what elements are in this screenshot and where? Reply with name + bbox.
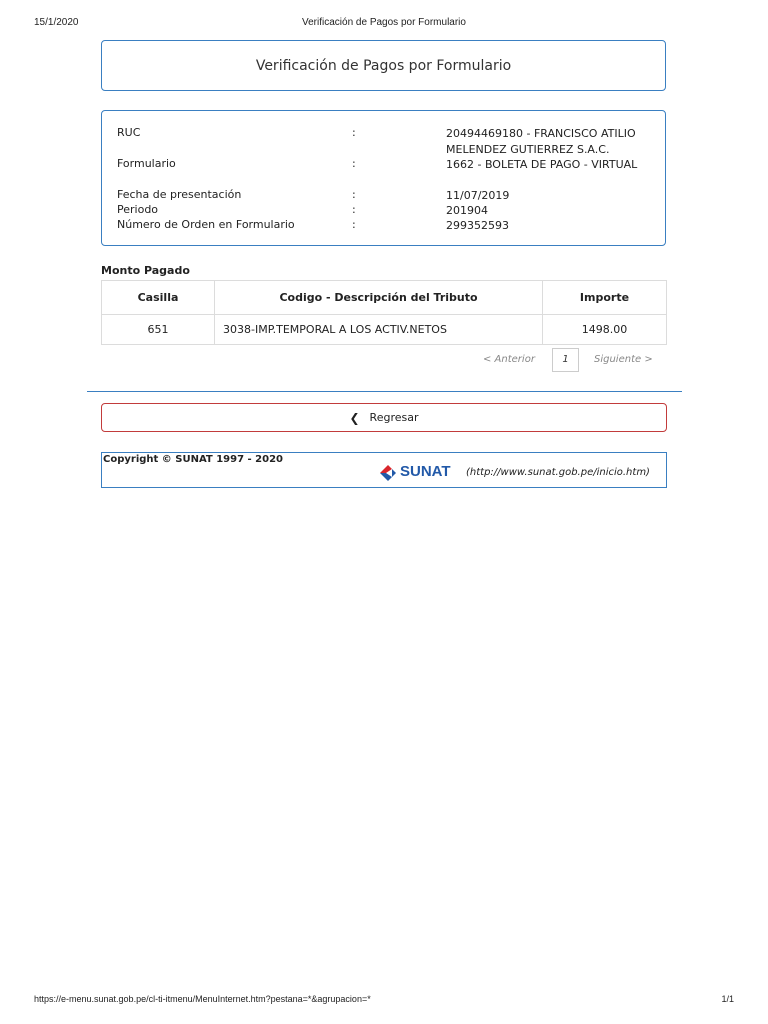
pager-next-link[interactable]: Siguiente > [594, 354, 653, 365]
sunat-url-link[interactable]: (http://www.sunat.gob.pe/inicio.htm) [466, 467, 650, 478]
back-button-label: Regresar [369, 411, 419, 424]
copyright-text: Copyright © SUNAT 1997 - 2020 [103, 454, 283, 465]
info-label: RUC [117, 126, 141, 139]
chevron-left-icon: ❮ [349, 410, 360, 425]
monto-pagado-table [101, 280, 667, 345]
monto-pagado-title: Monto Pagado [101, 264, 190, 277]
info-value: 201904 [446, 204, 488, 217]
info-separator: : [352, 203, 356, 216]
print-doc-title: Verificación de Pagos por Formulario [302, 17, 466, 28]
info-label: Fecha de presentación [117, 188, 242, 201]
print-url: https://e-menu.sunat.gob.pe/cl-ti-itmenu/MenuInternet.htm?pestana=*&agrupacion=* [34, 994, 371, 1004]
cell-descripcion: 3038-IMP.TEMPORAL A LOS ACTIV.NETOS [215, 315, 543, 345]
cell-casilla: 651 [102, 315, 215, 345]
info-separator: : [352, 218, 356, 231]
column-header-descripcion: Codigo - Descripción del Tributo [215, 281, 543, 315]
info-label: Formulario [117, 157, 176, 170]
table-row [102, 315, 667, 345]
sunat-brand: SUNAT [400, 463, 451, 480]
print-page-number: 1/1 [721, 994, 734, 1004]
print-footer [0, 994, 768, 1008]
column-header-importe: Importe [543, 281, 667, 315]
print-date: 15/1/2020 [34, 17, 79, 28]
pager-current-page[interactable]: 1 [552, 348, 579, 372]
print-header [0, 17, 768, 31]
footer [101, 452, 667, 488]
info-value: 20494469180 - FRANCISCO ATILIO MELENDEZ GUTIERREZ S.A.C. [446, 127, 636, 156]
pagination [101, 348, 667, 374]
table-header-row [102, 281, 667, 315]
info-value: 299352593 [446, 219, 509, 232]
info-label: Número de Orden en Formulario [117, 218, 295, 231]
info-value: 11/07/2019 [446, 189, 510, 202]
page-title: Verificación de Pagos por Formulario [255, 57, 512, 74]
info-separator: : [352, 157, 356, 170]
pager-previous-link[interactable]: < Anterior [483, 354, 535, 365]
info-separator: : [352, 126, 356, 139]
info-separator: : [352, 188, 356, 201]
divider [87, 391, 682, 392]
column-header-casilla: Casilla [102, 281, 215, 315]
info-value: 1662 - BOLETA DE PAGO - VIRTUAL [446, 158, 638, 171]
info-label: Periodo [117, 203, 159, 216]
info-panel [101, 110, 666, 246]
cell-importe: 1498.00 [543, 315, 667, 345]
page-title-panel [101, 40, 666, 91]
back-button[interactable] [101, 403, 667, 432]
